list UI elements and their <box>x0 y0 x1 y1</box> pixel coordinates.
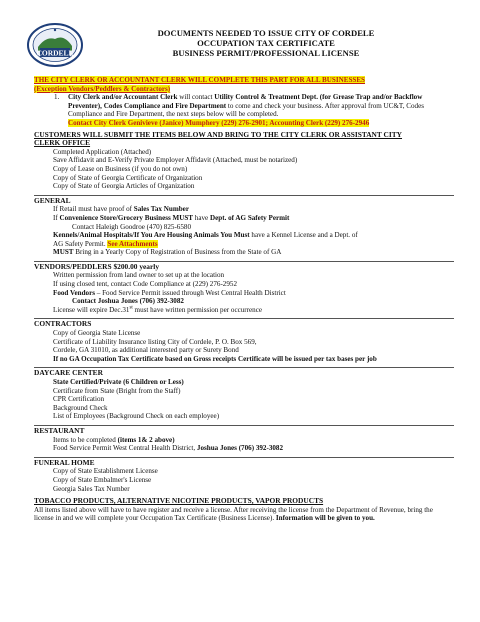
funeral-section <box>34 459 454 493</box>
tobacco-paragraph: All items listed above will have to have register and receive a license. After receiving the license from the Department of Revenue, bring the license in and we will complete your Occupation Tax Certificate (Business License). Information will be given to you. <box>34 505 433 523</box>
general-title: GENERAL <box>34 195 71 205</box>
daycare-line2: Certificate from State (Bright from the Staff) <box>53 386 181 395</box>
daycare-line1: State Certified/Private (6 Children or Less) <box>53 378 184 386</box>
contractors-line1: Copy of Georgia State License <box>53 329 141 338</box>
vendors-section <box>34 263 454 315</box>
contractors-section <box>34 320 454 363</box>
list-item: Save Affidavit and E-Verify Private Employer Affidavit (Attached, must be notarized) <box>53 156 298 165</box>
clerk-banner: THE CITY CLERK OR ACCOUNTANT CLERK WILL COMPLETE THIS PART FOR ALL BUSINESSES <box>34 76 366 84</box>
clerk-item-part3: Utility Control & Treatment Dept. (for Grease Trap and/or Backflow Preventer), Codes Compliance and Fire Department <box>68 93 423 110</box>
daycare-line4: Background Check <box>53 403 108 412</box>
clerk-item-part4: to come and check your business. After approval from UC&T, Codes Compliance and Fire Department, the next steps below will be completed. <box>68 101 424 119</box>
tobacco-title: TOBACCO PRODUCTS, ALTERNATIVE NICOTINE PRODUCTS, VAPOR PRODUCTS <box>34 496 324 506</box>
tobacco-section <box>34 497 454 523</box>
daycare-section <box>34 369 454 421</box>
list-item: Completed Application (Attached) <box>53 147 152 156</box>
contractors-line2: Certificate of Liability Insurance listing City of Cordele, P. O. Box 569, <box>53 337 257 346</box>
customers-title-line1: CUSTOMERS WILL SUBMIT THE ITEMS BELOW AND BRING TO THE CITY CLERK OR ASSISTANT CITY <box>34 129 403 139</box>
customers-list <box>34 148 454 191</box>
header-title-line3: BUSINESS PERMIT/PROFESSIONAL LICENSE <box>172 48 360 58</box>
daycare-line5: List of Employees (Background Check on each employee) <box>53 412 220 421</box>
list-item: Copy of State of Georgia Articles of Organization <box>53 182 195 191</box>
general-line-registration: MUST Bring in a Yearly Copy of Registration of Business from the State of GA <box>53 248 282 257</box>
customers-title-line2: CLERK OFFICE <box>34 138 91 148</box>
divider <box>34 318 454 319</box>
restaurant-line2: Food Service Permit West Central Health District, Joshua Jones (706) 392-3082 <box>53 444 284 453</box>
list-item: Copy of Lease on Business (if you do not own) <box>53 164 188 173</box>
clerk-item-part2: will contact <box>177 93 215 102</box>
divider <box>34 457 454 458</box>
general-section <box>34 197 454 257</box>
clerk-exception: (Exception Vendors/Peddlers & Contractors) <box>34 84 171 93</box>
general-line-retail: If Retail must have proof of Sales Tax Number <box>53 205 189 214</box>
general-line-ag-permit: AG Safety Permit. See Attachments <box>53 239 158 248</box>
general-line-convenience: If Convenience Store/Grocery Business MUST have Dept. of AG Safety Permit <box>53 213 290 222</box>
vendors-line5: License will expire Dec.31st must have written permission per occurrence <box>53 305 262 314</box>
clerk-contact: Contact City Clerk Genivieve (Janice) Mumphery (229) 276-2901; Accounting Clerk (229) 276-2946 <box>68 118 370 127</box>
document-body <box>34 76 454 523</box>
document-header <box>96 28 436 58</box>
customers-section <box>34 131 454 191</box>
list-item: Copy of State of Georgia Certificate of Organization <box>53 173 203 182</box>
clerk-section <box>34 76 454 128</box>
general-line-contact: Contact Haleigh Goodroe (470) 825-6580 <box>72 222 191 231</box>
vendors-line4: Contact Joshua Jones (706) 392-3082 <box>72 297 184 306</box>
logo-text: CORDELE <box>36 48 74 58</box>
contractors-line4: If no GA Occupation Tax Certificate based on Gross receipts Certificate will be issued per tax bases per job <box>53 354 377 363</box>
funeral-line1: Copy of State Establishment License <box>53 467 158 476</box>
restaurant-title: RESTAURANT <box>34 425 85 435</box>
clerk-item-1 <box>34 93 454 127</box>
divider <box>34 195 454 196</box>
vendors-line3: Food Vendors – Food Service Permit issued through West Central Health District <box>53 288 286 297</box>
contractors-line3: Cordele, GA 31010, as additional interested party or Surety Bond <box>53 346 239 355</box>
clerk-item-part1: City Clerk and/or Accountant Clerk <box>68 93 178 102</box>
header-title-line2: OCCUPATION TAX CERTIFICATE <box>197 38 335 48</box>
vendors-line1: Written permission from land owner to set up at the location <box>53 271 225 280</box>
funeral-line3: Georgia Sales Tax Number <box>53 484 130 493</box>
funeral-line2: Copy of State Embalmer's License <box>53 475 152 484</box>
contractors-title: CONTRACTORS <box>34 319 92 329</box>
vendors-line2: If using closed tent, contact Code Compliance at (229) 276-2952 <box>53 280 237 289</box>
restaurant-line1: Items to be completed (items 1& 2 above) <box>53 435 175 444</box>
city-seal-logo <box>26 22 84 68</box>
vendors-title: VENDORS/PEDDLERS $200.00 yearly <box>34 261 160 271</box>
see-attachments: See Attachments <box>107 239 158 248</box>
funeral-title: FUNERAL HOME <box>34 457 95 467</box>
divider <box>34 425 454 426</box>
general-line-kennels: Kennels/Animal Hospitals/If You Are Housing Animals You Must have a Kennel License and a Dept. of <box>53 231 358 240</box>
daycare-title: DAYCARE CENTER <box>34 368 103 378</box>
daycare-line3: CPR Certification <box>53 395 105 404</box>
clerk-item-number: 1. <box>54 93 60 102</box>
header-title-line1: DOCUMENTS NEEDED TO ISSUE CITY OF CORDELE <box>157 28 375 38</box>
restaurant-section <box>34 427 454 453</box>
